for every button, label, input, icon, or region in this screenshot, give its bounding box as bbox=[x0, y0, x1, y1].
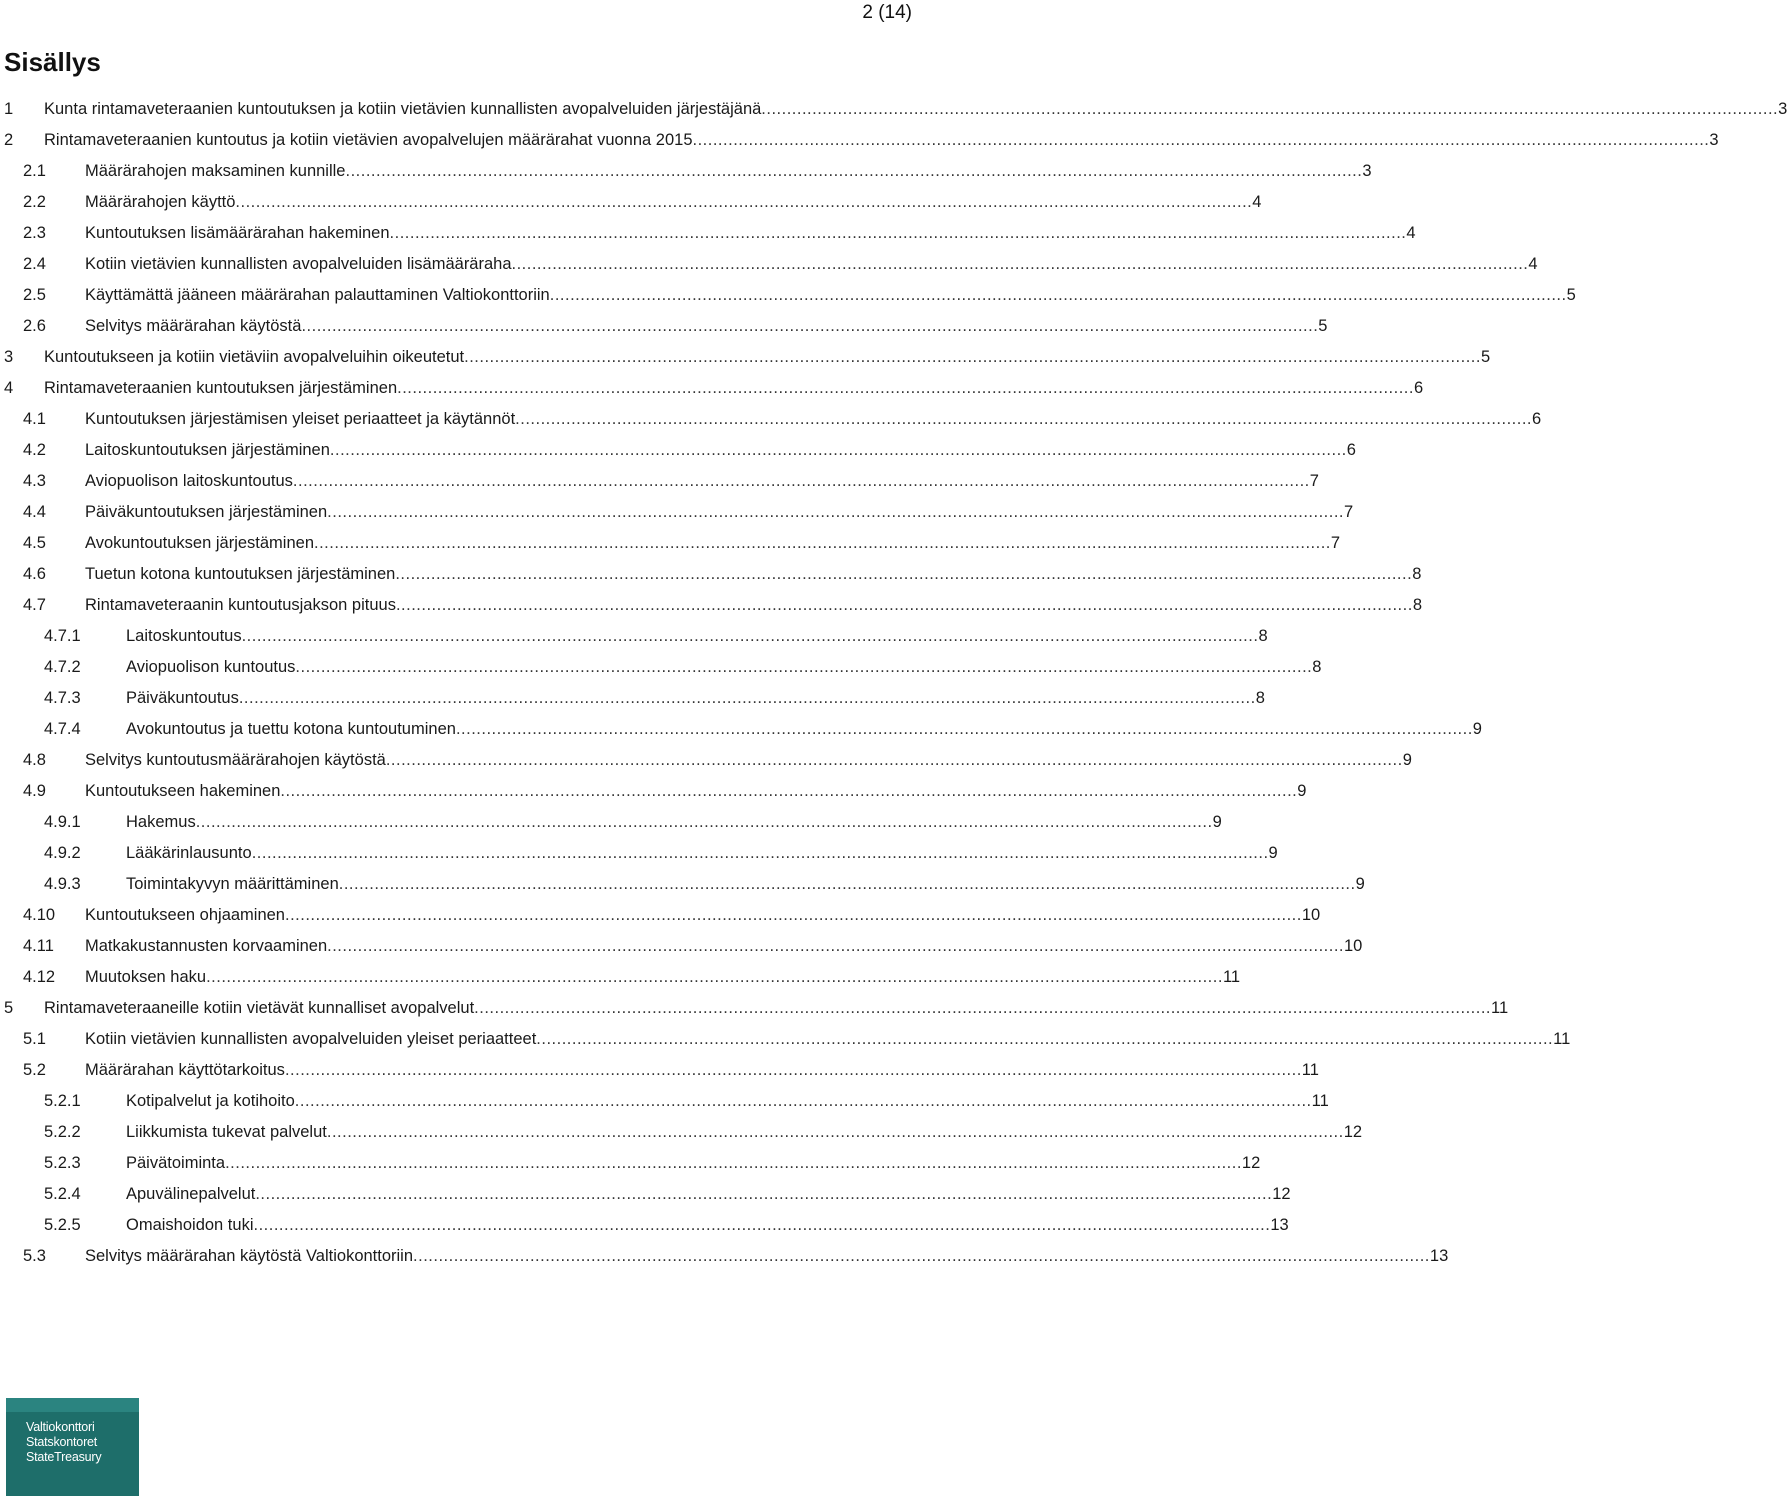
toc-entry-number: 4.9.2 bbox=[44, 844, 81, 862]
toc-entry-title: Rintamaveteraanin kuntoutusjakson pituus bbox=[85, 596, 396, 614]
toc-entry-page: 13 bbox=[1429, 1247, 1449, 1265]
toc-entry-page: 4 bbox=[1406, 224, 1416, 242]
toc-title: Sisällys bbox=[4, 47, 101, 77]
toc-entry-number: 2.2 bbox=[23, 193, 46, 211]
toc-entry-title: Käyttämättä jääneen määrärahan palauttaminen Valtiokonttoriin bbox=[85, 286, 550, 304]
toc-entry-title: Liikkumista tukevat palvelut bbox=[126, 1123, 327, 1141]
toc-entry-number: 2.5 bbox=[23, 286, 46, 304]
dot-leader: ........................................................................................................................................................................................................ bbox=[385, 751, 1403, 769]
toc-entry[interactable] bbox=[0, 280, 1576, 311]
toc-entry-title: Määrärahojen käyttö bbox=[85, 193, 236, 211]
toc-entry-title: Aviopuolison kuntoutus bbox=[126, 658, 296, 676]
dot-leader: ........................................................................................................................................................................................................ bbox=[238, 689, 1256, 707]
toc-entry-page: 10 bbox=[1344, 937, 1363, 955]
toc-entry-number: 4.9.3 bbox=[44, 875, 81, 893]
toc-entry-page: 6 bbox=[1346, 441, 1356, 459]
dot-leader: ........................................................................................................................................................................................................ bbox=[327, 503, 1345, 521]
toc-entry[interactable] bbox=[0, 590, 1422, 621]
dot-leader: ........................................................................................................................................................................................................ bbox=[395, 596, 1413, 614]
toc-entry-page: 3 bbox=[1709, 131, 1719, 149]
toc-entry-number: 4.10 bbox=[23, 906, 56, 924]
toc-entry[interactable] bbox=[0, 900, 1321, 931]
dot-leader: ........................................................................................................................................................................................................ bbox=[284, 1061, 1302, 1079]
toc-entry-page: 4 bbox=[1528, 255, 1538, 273]
dot-leader: ........................................................................................................................................................................................................ bbox=[761, 100, 1779, 118]
toc-entry-page: 8 bbox=[1258, 627, 1268, 645]
toc-entry-page: 9 bbox=[1472, 720, 1482, 738]
dot-leader: ........................................................................................................................................................................................................ bbox=[292, 472, 1310, 490]
toc-entry[interactable] bbox=[0, 1086, 1329, 1117]
toc-entry-number: 2.3 bbox=[23, 224, 46, 242]
toc-entry-title: Matkakustannusten korvaaminen bbox=[85, 937, 328, 955]
toc-entry-title: Kuntoutukseen hakeminen bbox=[85, 782, 281, 800]
dot-leader: ........................................................................................................................................................................................................ bbox=[295, 658, 1313, 676]
toc-entry-number: 4.7.3 bbox=[44, 689, 81, 707]
toc-entry-page: 8 bbox=[1312, 658, 1322, 676]
dot-leader: ........................................................................................................................................................................................................ bbox=[327, 937, 1344, 955]
dot-leader: ........................................................................................................................................................................................................ bbox=[301, 317, 1319, 335]
toc-entry-number: 5.2.4 bbox=[44, 1185, 81, 1203]
toc-entry-number: 4.5 bbox=[23, 534, 46, 552]
toc-entry[interactable] bbox=[0, 745, 1412, 776]
toc-entry-number: 4.12 bbox=[23, 968, 56, 986]
dot-leader: ........................................................................................................................................................................................................ bbox=[280, 782, 1298, 800]
toc-entry-page: 11 bbox=[1222, 968, 1241, 986]
toc-entry-number: 4.9.1 bbox=[44, 813, 81, 831]
toc-entry-page: 9 bbox=[1355, 875, 1365, 893]
logo-accent-band bbox=[6, 1398, 139, 1412]
toc-entry-number: 4.3 bbox=[23, 472, 46, 490]
dot-leader: ........................................................................................................................................................................................................ bbox=[515, 410, 1533, 428]
toc-entry-title: Tuetun kotona kuntoutuksen järjestäminen bbox=[85, 565, 396, 583]
toc-entry-page: 6 bbox=[1413, 379, 1424, 397]
toc-entry[interactable] bbox=[0, 311, 1328, 342]
toc-entry[interactable] bbox=[0, 1055, 1319, 1086]
toc-entry-page: 7 bbox=[1330, 534, 1341, 552]
dot-leader: ........................................................................................................................................................................................................ bbox=[284, 906, 1302, 924]
toc-entry-title: Määrärahojen maksaminen kunnille bbox=[85, 162, 346, 180]
toc-entry-number: 2.1 bbox=[23, 162, 46, 180]
toc-entry-number: 5.3 bbox=[23, 1247, 46, 1265]
toc-entry-number: 5.2.5 bbox=[44, 1216, 81, 1234]
toc-entry-page: 8 bbox=[1255, 689, 1265, 707]
toc-entry-title: Määrärahan käyttötarkoitus bbox=[85, 1061, 285, 1079]
toc-entry[interactable] bbox=[0, 683, 1265, 714]
toc-entry-number: 4.8 bbox=[23, 751, 46, 769]
toc-entry-number: 4.11 bbox=[23, 937, 54, 955]
toc-entry-title: Päiväkuntoutus bbox=[126, 689, 239, 707]
toc-entry-number: 4.7.2 bbox=[44, 658, 81, 676]
toc-entry[interactable] bbox=[0, 993, 1509, 1024]
toc-entry[interactable] bbox=[0, 497, 1354, 528]
dot-leader: ........................................................................................................................................................................................................ bbox=[326, 1123, 1344, 1141]
toc-entry-title: Laitoskuntoutuksen järjestäminen bbox=[85, 441, 330, 459]
dot-leader: ........................................................................................................................................................................................................ bbox=[225, 1154, 1242, 1172]
toc-entry[interactable] bbox=[0, 404, 1542, 435]
toc-entry-title: Kuntoutuksen lisämäärärahan hakeminen bbox=[85, 224, 390, 242]
toc-entry-title: Muutoksen haku bbox=[85, 968, 207, 986]
dot-leader: ........................................................................................................................................................................................................ bbox=[474, 999, 1492, 1017]
toc-entry[interactable] bbox=[0, 1241, 1449, 1272]
toc-entry-number: 2.4 bbox=[23, 255, 46, 273]
toc-entry-page: 10 bbox=[1301, 906, 1321, 924]
toc-entry[interactable] bbox=[0, 652, 1322, 683]
toc-entry[interactable] bbox=[0, 373, 1424, 404]
toc-entry-number: 4.7.4 bbox=[44, 720, 81, 738]
dot-leader: ........................................................................................................................................................................................................ bbox=[455, 720, 1473, 738]
toc-entry-page: 9 bbox=[1212, 813, 1222, 831]
toc-entry-number: 5 bbox=[4, 999, 14, 1017]
toc-entry[interactable] bbox=[0, 466, 1319, 497]
toc-entry-page: 12 bbox=[1343, 1123, 1363, 1141]
toc-entry[interactable] bbox=[0, 931, 1363, 962]
toc-entry-title: Apuvälinepalvelut bbox=[126, 1185, 256, 1203]
toc-entry-title: Selvitys määrärahan käytöstä Valtiokonttoriin bbox=[85, 1247, 414, 1265]
toc-entry-title: Kuntoutuksen järjestämisen yleiset periaatteet ja käytännöt bbox=[85, 410, 516, 428]
dot-leader: ........................................................................................................................................................................................................ bbox=[329, 441, 1347, 459]
toc-entry-number: 5.2.2 bbox=[44, 1123, 81, 1141]
toc-entry-number: 4.1 bbox=[23, 410, 46, 428]
toc-entry-page: 5 bbox=[1318, 317, 1328, 335]
dot-leader: ........................................................................................................................................................................................................ bbox=[692, 131, 1710, 149]
toc-entry-title: Selvitys määrärahan käytöstä bbox=[85, 317, 302, 335]
logo-line-2: Statskontoret bbox=[26, 1435, 98, 1449]
toc-entry[interactable] bbox=[0, 156, 1372, 187]
toc-entry-title: Rintamaveteraaneille kotiin vietävät kunnalliset avopalvelut bbox=[44, 999, 475, 1017]
dot-leader: ........................................................................................................................................................................................................ bbox=[395, 565, 1413, 583]
toc-entry[interactable] bbox=[0, 776, 1307, 807]
toc-entry[interactable] bbox=[0, 249, 1538, 280]
toc-entry-title: Rintamaveteraanien kuntoutus ja kotiin vietävien avopalvelujen määrärahat vuonna 2015 bbox=[44, 131, 693, 149]
dot-leader: ........................................................................................................................................................................................................ bbox=[314, 534, 1331, 552]
toc-entry-page: 6 bbox=[1532, 410, 1542, 428]
dot-leader: ........................................................................................................................................................................................................ bbox=[251, 844, 1269, 862]
toc-entry-page: 12 bbox=[1272, 1185, 1291, 1203]
toc-entry[interactable] bbox=[0, 187, 1262, 218]
toc-entry-title: Avokuntoutus ja tuettu kotona kuntoutuminen bbox=[126, 720, 456, 738]
logo-line-1: Valtiokonttori bbox=[26, 1420, 95, 1434]
toc-entry-number: 3 bbox=[4, 348, 14, 366]
toc-entry-title: Kotiin vietävien kunnallisten avopalveluiden yleiset periaatteet bbox=[85, 1030, 537, 1048]
toc-entry-title: Kotipalvelut ja kotihoito bbox=[126, 1092, 295, 1110]
toc-entry-title: Toimintakyvyn määrittäminen bbox=[126, 875, 339, 893]
dot-leader: ........................................................................................................................................................................................................ bbox=[464, 348, 1481, 366]
toc-entry-page: 9 bbox=[1297, 782, 1307, 800]
toc-entry[interactable] bbox=[0, 1024, 1571, 1055]
toc-entry[interactable] bbox=[0, 435, 1356, 466]
toc-entry[interactable] bbox=[0, 528, 1341, 559]
toc-entry-number: 5.2 bbox=[23, 1061, 46, 1079]
toc-entry-number: 2.6 bbox=[23, 317, 46, 335]
toc-entry-page: 11 bbox=[1311, 1092, 1329, 1110]
toc-entry[interactable] bbox=[0, 714, 1482, 745]
toc-entry-page: 9 bbox=[1402, 751, 1412, 769]
toc-entry-number: 5.1 bbox=[23, 1030, 46, 1048]
toc-entry-title: Kunta rintamaveteraanien kuntoutuksen ja kotiin vietävien kunnallisten avopalveluiden järjestäjänä bbox=[44, 100, 762, 118]
dot-leader: ........................................................................................................................................................................................................ bbox=[397, 379, 1414, 397]
toc-entry-number: 4.7.1 bbox=[44, 627, 81, 645]
toc-entry-title: Avokuntoutuksen järjestäminen bbox=[85, 534, 315, 552]
toc-entry-number: 4.9 bbox=[23, 782, 46, 800]
valtiokonttori-logo bbox=[6, 1398, 139, 1496]
toc-entry-title: Päivätoiminta bbox=[126, 1154, 226, 1172]
dot-leader: ........................................................................................................................................................................................................ bbox=[413, 1247, 1430, 1265]
toc-entry[interactable] bbox=[0, 342, 1491, 373]
toc-entry-title: Rintamaveteraanien kuntoutuksen järjestäminen bbox=[44, 379, 398, 397]
toc-entry[interactable] bbox=[0, 807, 1222, 838]
dot-leader: ........................................................................................................................................................................................................ bbox=[255, 1185, 1273, 1203]
toc-entry[interactable] bbox=[0, 1210, 1289, 1241]
dot-leader: ........................................................................................................................................................................................................ bbox=[206, 968, 1223, 986]
toc-entry[interactable] bbox=[0, 125, 1719, 156]
toc-entry-page: 13 bbox=[1270, 1216, 1289, 1234]
toc-entry-page: 3 bbox=[1362, 162, 1372, 180]
dot-leader: ........................................................................................................................................................................................................ bbox=[345, 162, 1363, 180]
dot-leader: ........................................................................................................................................................................................................ bbox=[338, 875, 1356, 893]
toc-entry-page: 3 bbox=[1778, 100, 1787, 118]
toc-entry-page: 12 bbox=[1241, 1154, 1261, 1172]
toc-entry-page: 7 bbox=[1344, 503, 1354, 521]
toc-entry-number: 4.7 bbox=[23, 596, 46, 614]
toc-entry-page: 8 bbox=[1412, 565, 1422, 583]
toc-entry[interactable] bbox=[0, 838, 1278, 869]
toc-entry-page: 5 bbox=[1480, 348, 1491, 366]
dot-leader: ........................................................................................................................................................................................................ bbox=[389, 224, 1407, 242]
toc-entry-page: 7 bbox=[1309, 472, 1319, 490]
toc-entry-title: Kuntoutukseen ja kotiin vietäviin avopalveluihin oikeutetut bbox=[44, 348, 465, 366]
toc-entry-page: 5 bbox=[1566, 286, 1576, 304]
toc-entry[interactable] bbox=[0, 218, 1416, 249]
toc-entry-number: 4.6 bbox=[23, 565, 46, 583]
toc-entry-title: Selvitys kuntoutusmäärärahojen käytöstä bbox=[85, 751, 386, 769]
toc-entry-page: 11 bbox=[1491, 999, 1509, 1017]
toc-entry-title: Lääkärinlausunto bbox=[126, 844, 252, 862]
dot-leader: ........................................................................................................................................................................................................ bbox=[241, 627, 1259, 645]
dot-leader: ........................................................................................................................................................................................................ bbox=[253, 1216, 1271, 1234]
toc-entry-title: Laitoskuntoutus bbox=[126, 627, 242, 645]
toc-entry-page: 11 bbox=[1301, 1061, 1319, 1079]
dot-leader: ........................................................................................................................................................................................................ bbox=[549, 286, 1567, 304]
toc-entry-title: Kotiin vietävien kunnallisten avopalveluiden lisämääräraha bbox=[85, 255, 512, 273]
dot-leader: ........................................................................................................................................................................................................ bbox=[536, 1030, 1554, 1048]
dot-leader: ........................................................................................................................................................................................................ bbox=[235, 193, 1253, 211]
toc-entry-number: 1 bbox=[4, 100, 14, 118]
toc-entry[interactable] bbox=[0, 1148, 1261, 1179]
toc-entry-page: 4 bbox=[1252, 193, 1262, 211]
toc-entry-page: 11 bbox=[1553, 1030, 1571, 1048]
toc-entry-page: 9 bbox=[1268, 844, 1278, 862]
dot-leader: ........................................................................................................................................................................................................ bbox=[294, 1092, 1312, 1110]
page-number: 2 (14) bbox=[862, 2, 912, 23]
toc-entry[interactable] bbox=[0, 1179, 1291, 1210]
toc-entry-title: Kuntoutukseen ohjaaminen bbox=[85, 906, 285, 924]
table-of-contents bbox=[0, 94, 1787, 1272]
dot-leader: ........................................................................................................................................................................................................ bbox=[195, 813, 1213, 831]
toc-entry-page: 8 bbox=[1412, 596, 1422, 614]
toc-entry-number: 2 bbox=[4, 131, 14, 149]
toc-entry[interactable] bbox=[0, 869, 1365, 900]
toc-entry-number: 4.4 bbox=[23, 503, 46, 521]
toc-entry-title: Aviopuolison laitoskuntoutus bbox=[85, 472, 293, 490]
toc-entry[interactable] bbox=[0, 962, 1241, 993]
toc-entry-number: 4 bbox=[4, 379, 14, 397]
toc-entry[interactable] bbox=[0, 559, 1422, 590]
toc-entry-title: Päiväkuntoutuksen järjestäminen bbox=[85, 503, 328, 521]
toc-entry-title: Hakemus bbox=[126, 813, 196, 831]
toc-entry[interactable] bbox=[0, 621, 1268, 652]
toc-entry[interactable] bbox=[0, 94, 1787, 125]
toc-entry[interactable] bbox=[0, 1117, 1363, 1148]
logo-line-3: StateTreasury bbox=[26, 1450, 102, 1464]
toc-entry-number: 4.2 bbox=[23, 441, 46, 459]
dot-leader: ........................................................................................................................................................................................................ bbox=[511, 255, 1529, 273]
toc-entry-number: 5.2.1 bbox=[44, 1092, 81, 1110]
toc-entry-number: 5.2.3 bbox=[44, 1154, 81, 1172]
toc-entry-title: Omaishoidon tuki bbox=[126, 1216, 254, 1234]
